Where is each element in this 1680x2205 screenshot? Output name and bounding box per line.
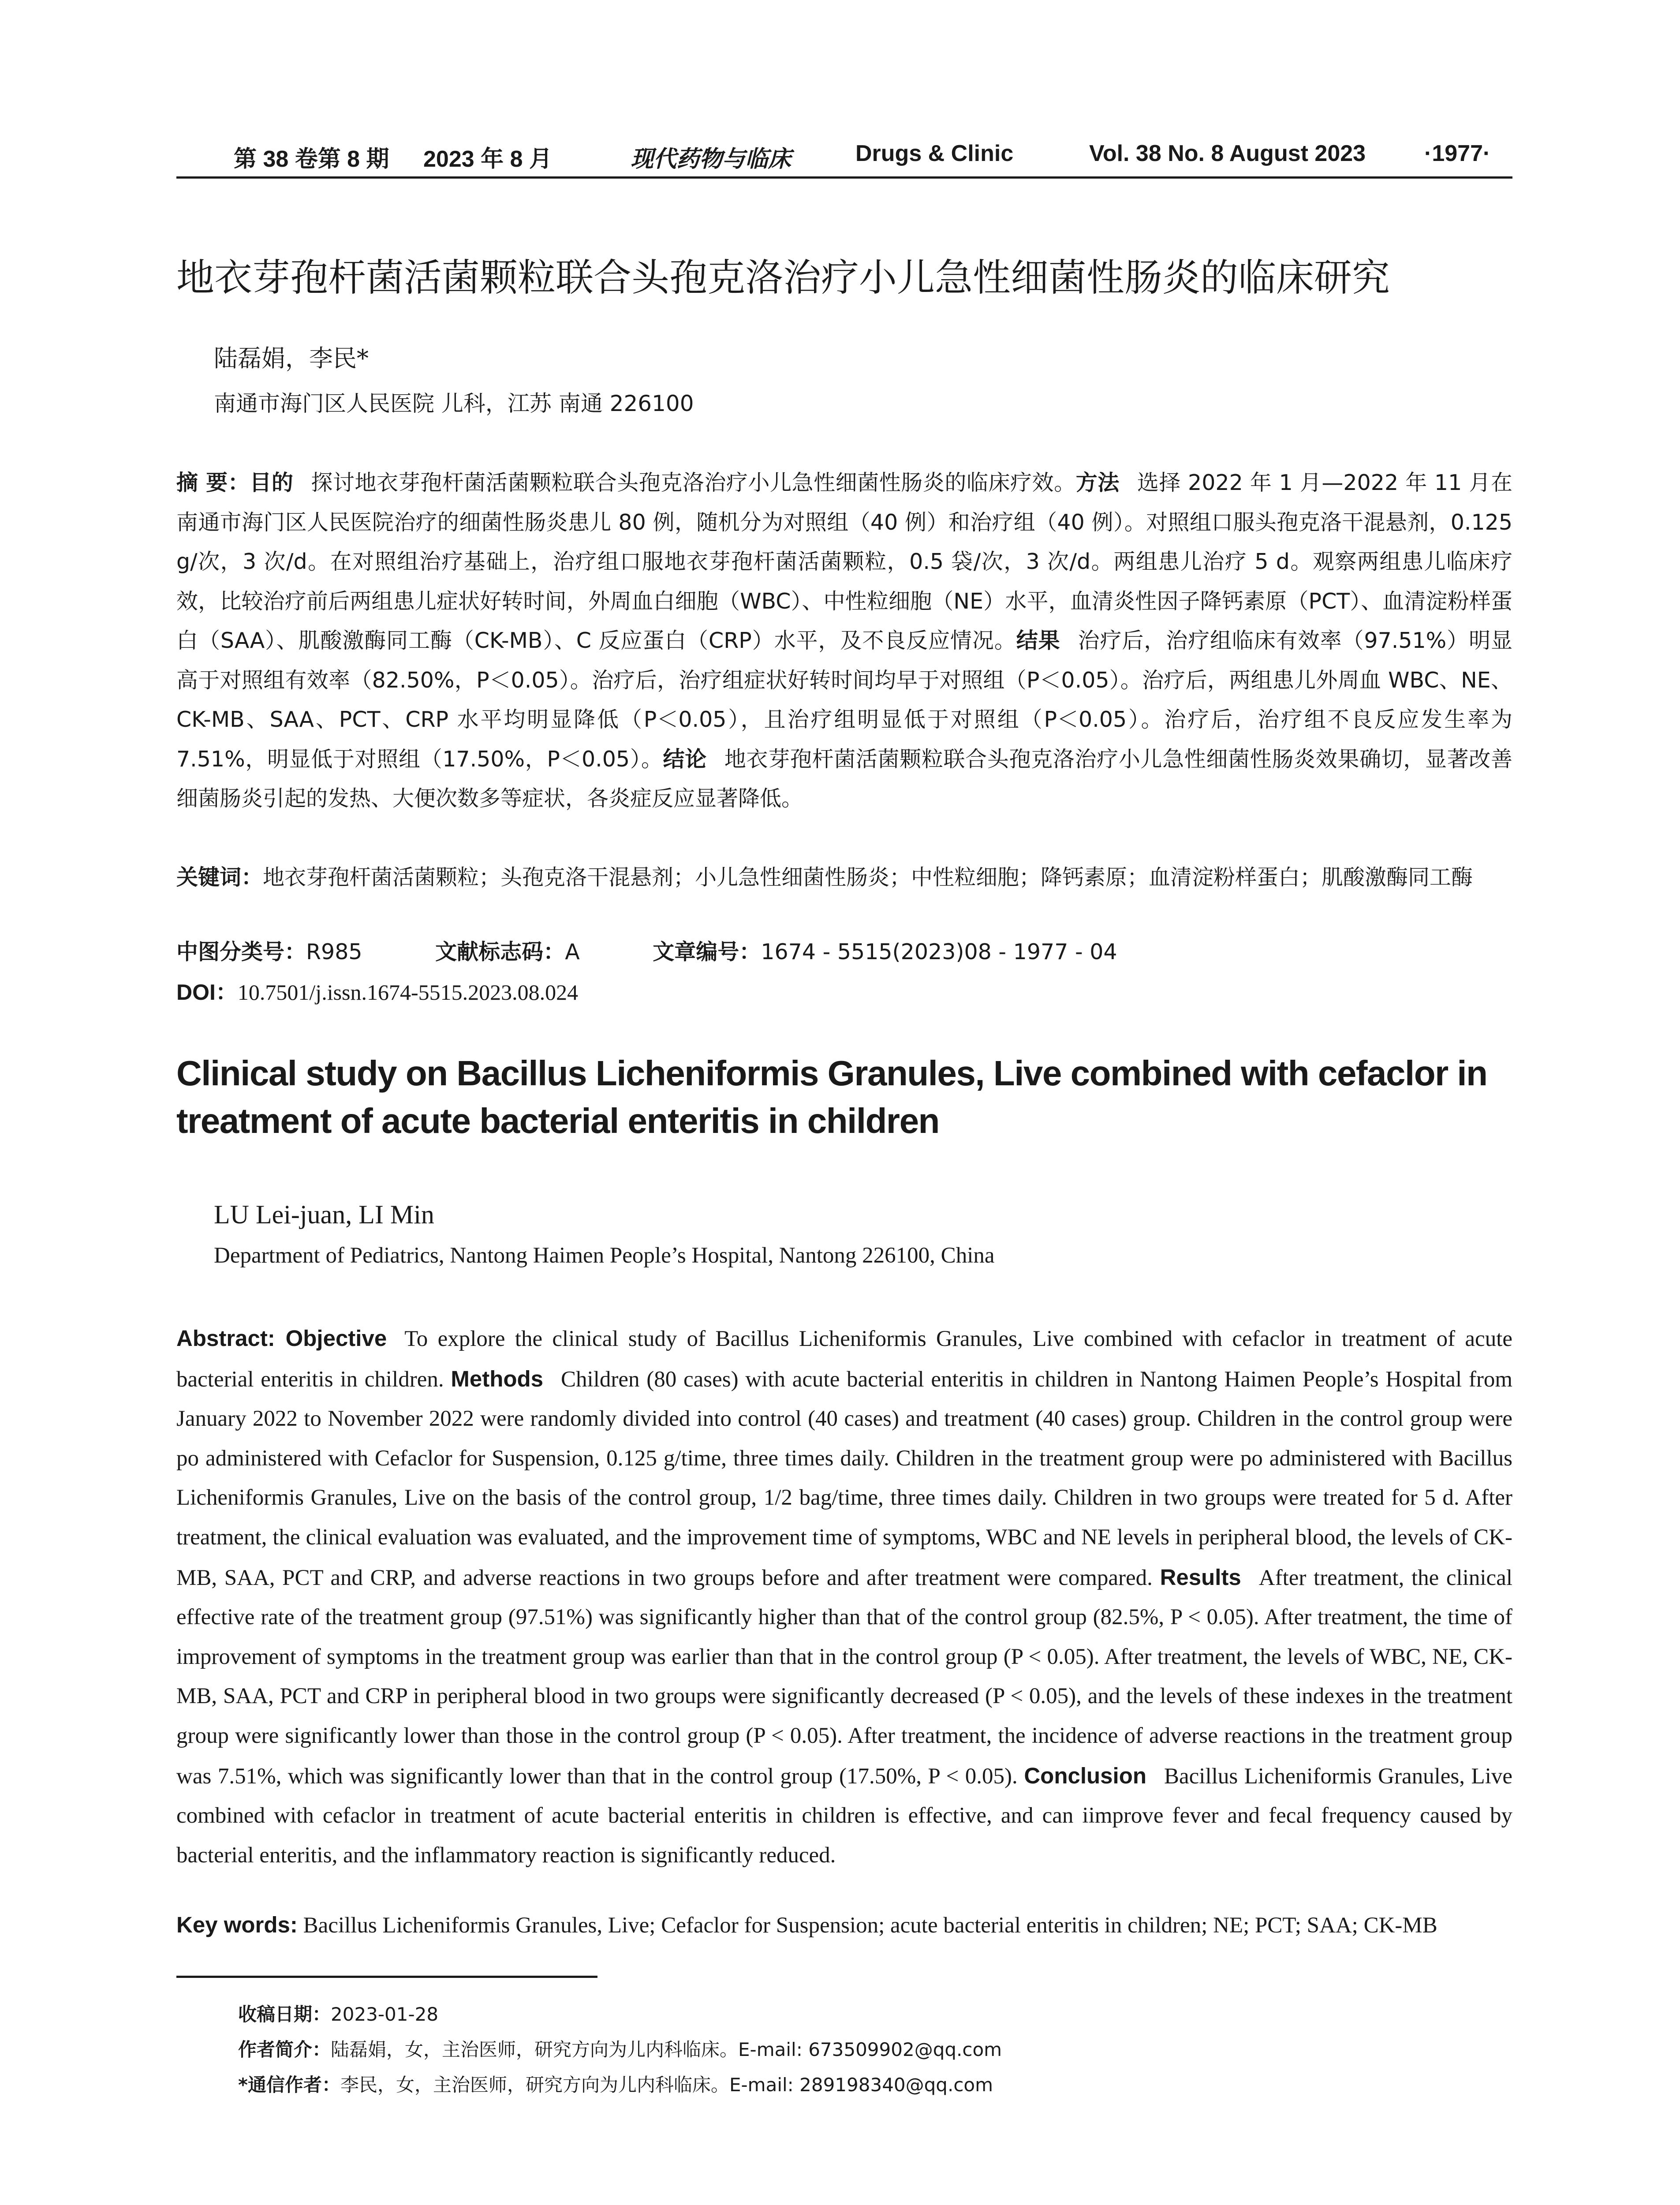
affiliation-cn: 南通市海门区人民医院 儿科，江苏 南通 226100 <box>214 391 694 416</box>
authors-en: LU Lei-juan, LI Min <box>214 1200 434 1229</box>
corresponding-label: *通信作者： <box>238 2074 340 2096</box>
title-cn: 地衣芽孢杆菌活菌颗粒联合头孢克洛治疗小儿急性细菌性肠炎的临床研究 <box>176 256 1390 300</box>
header-volume-en: Vol. 38 No. 8 August 2023 <box>1089 141 1366 166</box>
abstract-cn-results: 治疗后，治疗组临床有效率（97.51%）明显高于对照组有效率（82.50%，P＜0.05）。治疗后，治疗组症状好转时间均早于对照组（P＜0.05）。治疗后，两组患儿外周血 WBC、NE、CK-MB、SAA、PCT、CRP 水平均明显降低（P＜0.05），且治疗组明显低于对照组（P＜0.05）。治疗后，治疗组不良反应发生率为 7.51%，明显低于对照组（17.50%，P＜0.05）。 <box>176 628 1512 772</box>
author-bio-label: 作者简介： <box>238 2039 331 2060</box>
abstract-en-results: After treatment, the clinical effective rate of the treatment group (97.51%) was significantly higher than that of the control group (82.5%, P < 0.05). After treatment, the time of improvement of symptoms in the treatment group was earlier than that in the control group (P < 0.05). After treatment, the levels of WBC, NE, CK-MB, SAA, PCT and CRP in peripheral blood in two groups were significantly decreased (P < 0.05), and the levels of these indexes in the treatment group were significantly lower than those in the control group (P < 0.05). After treatment, the incidence of adverse reactions in the treatment group was 7.51%, which was significantly lower than that in the control group (17.50%, P < 0.05). <box>176 1565 1513 1789</box>
article-label: 文章编号： <box>653 939 761 964</box>
doi-line <box>176 975 578 1006</box>
author-bio: 陆磊娟，女，主治医师，研究方向为儿内科临床。E-mail: 673509902@qq.com <box>331 2039 1002 2060</box>
header-volume-cn: 第 38 卷第 8 期 <box>234 146 389 172</box>
footnote-rule <box>176 1976 597 1978</box>
doi-label: DOI： <box>176 980 238 1005</box>
abstract-cn-methods: 选择 2022 年 1 月—2022 年 11 月在南通市海门区人民医院治疗的细菌性肠炎患儿 80 例，随机分为对照组（40 例）和治疗组（40 例）。对照组口服头孢克洛干混悬剂，0.125 g/次，3 次/d。在对照组治疗基础上，治疗组口服地衣芽孢杆菌活菌颗粒，0.5 袋/次，3 次/d。两组患儿治疗 5 d。观察两组患儿临床疗效，比较治疗前后两组患儿症状好转时间，外周血白细胞（WBC）、中性粒细胞（NE）水平，血清炎性因子降钙素原（PCT）、血清淀粉样蛋白（SAA）、肌酸激酶同工酶（CK-MB）、C 反应蛋白（CRP）水平，及不良反应情况。 <box>176 470 1512 653</box>
header-journal-cn: 现代药物与临床 <box>631 146 791 172</box>
keywords-cn-label: 关键词： <box>176 865 263 890</box>
footnote-author <box>238 2035 1002 2062</box>
corresponding-author: 李民，女，主治医师，研究方向为儿内科临床。E-mail: 289198340@qq.com <box>340 2074 993 2096</box>
received-label: 收稿日期： <box>238 2003 331 2025</box>
abstract-en-objective: To explore the clinical study of Bacillus Licheniformis Granules, Live combined with cefaclor in treatment of acute bacterial enteritis in children. <box>176 1327 1512 1392</box>
keywords-en-label: Key words: <box>176 1912 298 1937</box>
abstract-en-methods-label: Methods <box>451 1366 544 1391</box>
clc-code <box>176 939 362 964</box>
header-rule <box>176 176 1512 179</box>
keywords-cn <box>176 858 1512 897</box>
clc-label: 中图分类号： <box>176 939 306 964</box>
footnote-corresponding <box>238 2070 993 2097</box>
abstract-cn-methods-label: 方法 <box>1075 470 1120 495</box>
abstract-cn-label: 摘 要： <box>176 470 250 495</box>
abstract-cn-objective-label: 目的 <box>250 470 294 495</box>
abstract-cn-results-label: 结果 <box>1016 628 1060 653</box>
abstract-cn-objective: 探讨地衣芽孢杆菌活菌颗粒联合头孢克洛治疗小儿急性细菌性肠炎的临床疗效。 <box>311 470 1076 495</box>
abstract-en-methods: Children (80 cases) with acute bacterial enteritis in children in Nantong Haimen People’s Hospital from January 2022 to November 2022 were randomly divided into control (40 cases) and treatment (40 cases) group. Children in the control group were po administered with Cefaclor for Suspension, 0.125 g/time, three times daily. Children in the treatment group were po administered with Bacillus Licheniformis Granules, Live on the basis of the control group, 1/2 bag/time, three times daily. Children in two groups were treated for 5 d. After treatment, the clinical evaluation was evaluated, and the improvement time of symptoms, WBC and NE levels in peripheral blood, the levels of CK-MB, SAA, PCT and CRP, and adverse reactions in two groups before and after treatment were compared. <box>176 1367 1513 1590</box>
abstract-en-conclusion: Bacillus Licheniformis Granules, Live combined with cefaclor in treatment of acute bacterial enteritis in children is effective, and can iimprove fever and fecal frequency caused by bacterial enteritis, and the inflammatory reaction is significantly reduced. <box>176 1764 1513 1868</box>
doi-value[interactable]: 10.7501/j.issn.1674-5515.2023.08.024 <box>237 980 579 1005</box>
abstract-en-label: Abstract: Objective <box>176 1326 387 1351</box>
keywords-cn-text: 地衣芽孢杆菌活菌颗粒；头孢克洛干混悬剂；小儿急性细菌性肠炎；中性粒细胞；降钙素原；血清淀粉样蛋白；肌酸激酶同工酶 <box>263 865 1473 890</box>
header-journal-en: Drugs & Clinic <box>855 141 1014 166</box>
abstract-cn <box>176 463 1512 818</box>
title-en: Clinical study on Bacillus Licheniformis Granules, Live combined with cefaclor in treatment of acute bacterial enteritis in children <box>176 1054 1487 1140</box>
doc-code <box>435 939 580 964</box>
header-date-cn: 2023 年 8 月 <box>423 146 552 172</box>
abstract-en-conclusion-label: Conclusion <box>1024 1763 1147 1788</box>
received-date: 2023-01-28 <box>331 2003 439 2025</box>
abstract-en <box>176 1319 1512 1875</box>
affiliation-en: Department of Pediatrics, Nantong Haimen People’s Hospital, Nantong 226100, China <box>214 1243 995 1268</box>
footnote-received <box>238 2000 438 2026</box>
clc-value: R985 <box>306 939 362 964</box>
article-code <box>653 939 1117 964</box>
classification-line <box>176 935 1183 966</box>
keywords-en-text: Bacillus Licheniformis Granules, Live; Cefaclor for Suspension; acute bacterial enteritis in children; NE; PCT; SAA; CK-MB <box>303 1913 1437 1938</box>
abstract-cn-conclusion-label: 结论 <box>663 746 707 772</box>
authors-cn: 陆磊娟，李民* <box>214 344 369 372</box>
header-page-number: ·1977· <box>1424 141 1491 166</box>
doc-label: 文献标志码： <box>435 939 565 964</box>
doc-value: A <box>565 939 580 964</box>
keywords-en <box>176 1912 1543 1938</box>
running-header <box>176 140 1512 176</box>
article-value: 1674 - 5515(2023)08 - 1977 - 04 <box>761 939 1117 964</box>
abstract-en-results-label: Results <box>1160 1564 1241 1590</box>
abstract-cn-conclusion: 地衣芽孢杆菌活菌颗粒联合头孢克洛治疗小儿急性细菌性肠炎效果确切，显著改善细菌肠炎引起的发热、大便次数多等症状，各炎症反应显著降低。 <box>176 746 1512 811</box>
